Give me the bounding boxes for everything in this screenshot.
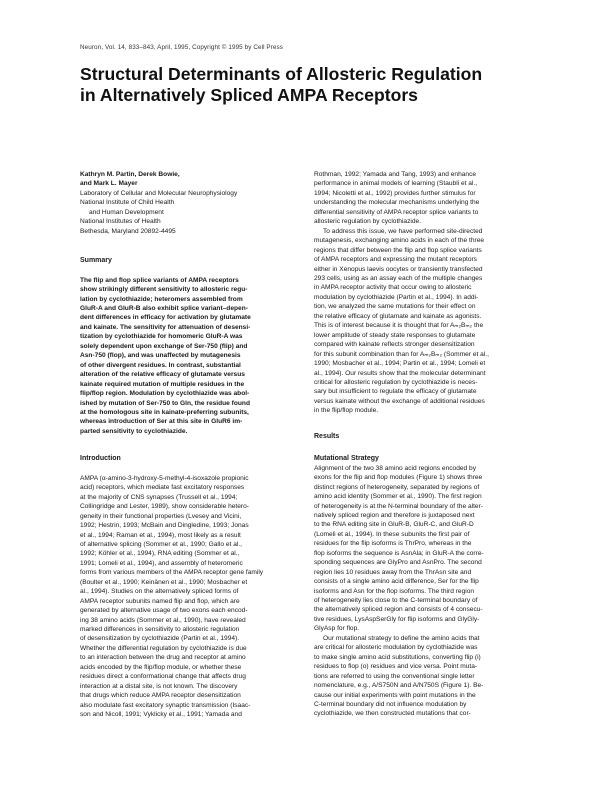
intro-line: of desensitization by cyclothiazide (Partin et al., 1994). <box>80 635 240 643</box>
intro-line: also modulate fast excitatory synaptic transmission (Isaac- <box>80 701 251 709</box>
intro-line: to an interaction between the drug and receptor at amino <box>80 654 246 662</box>
intro-line: generated by alternative usage of two exons each encod- <box>80 607 248 615</box>
mutational-line: tions are referred to using the conventional single letter <box>314 672 475 680</box>
intro-line: that drugs which reduce AMPA receptor desensitization <box>80 692 241 700</box>
approach-line: To address this issue, we have performed site-directed <box>323 227 483 235</box>
author-block <box>80 170 296 236</box>
intro-line: forms from various members of the AMPA receptor gene family <box>80 569 264 577</box>
mutational-line: the alternatively spliced region and consists of 4 consecu- <box>314 606 483 614</box>
mutational-line: residues to flop (o) residues and vice versa. Point muta- <box>314 663 478 671</box>
mutational-line: residues for the flip isoforms is ThrPro, whereas in the <box>314 540 472 548</box>
mutational-line: to the RNA editing site in GluR-B, GluR-C, and GluR-D <box>314 521 474 529</box>
mutational-line: tive residues, LysAspSerGly for flip isoforms and GlyGly- <box>314 615 480 623</box>
intro-line: et al., 1994; Raman et al., 1994), most likely as a result <box>80 531 241 539</box>
approach-line: for this subunit combination than for Aₘ₂Bₘ₂ (Sommer et al., <box>314 350 489 358</box>
summary-line: show strikingly different sensitivity to allosteric regu- <box>80 286 248 294</box>
approach-line: in the flip/flop module. <box>314 407 379 415</box>
intro-line: son and Nicoll, 1991; Vyklicky et al., 1991; Yamada and <box>80 711 242 719</box>
approach-line: regions that differ between the flip and flop splice variants <box>314 246 482 254</box>
affiliation-line: Laboratory of Cellular and Molecular Neurophysiology <box>80 189 238 197</box>
intro-line: acid) receptors, which mediate fast excitatory responses <box>80 484 245 492</box>
mutational-line: sponding sequences are GlyPro and AsnPro. The second <box>314 559 482 567</box>
intro-line: Whether the differential regulation by cyclothiazide is due <box>80 644 247 652</box>
intro-cont-line: understanding the molecular mechanisms underlying the <box>314 199 480 207</box>
intro-line: residues direct a conformational change that affects drug <box>80 673 246 681</box>
mutational-line: cause our initial experiments with point mutations in the <box>314 691 476 699</box>
mutational-line: to make single amino acid substitutions, converting flip (i) <box>314 653 481 661</box>
intro-line: at the majority of CNS synapses (Trussell et al., 1994; <box>80 493 238 501</box>
summary-line: solely dependent upon exchange of Ser-750 (flip) and <box>80 342 248 350</box>
mutational-line: consists of a single amino acid difference, Ser for the flip <box>314 578 479 586</box>
approach-line: in AMPA receptor activity that occur owing to allosteric <box>314 284 472 292</box>
intro-line: AMPA receptor subunits named flip and flop, which are <box>80 597 240 605</box>
approach-line: compared with kainate reflects stronger desensitization <box>314 341 475 349</box>
mutational-line: exons for the flip and flop modules (Figure 1) shows three <box>314 474 483 482</box>
intro-cont-line: 1994; Nicoletti et al., 1992) provides further stimulus for <box>314 189 476 197</box>
summary-line: lation by cyclothiazide; heteromers assembled from <box>80 295 243 303</box>
affiliation-line: National Institute of Child Health <box>80 199 175 207</box>
approach-line: 293 cells, using as an assay each of the multiple changes <box>314 274 483 282</box>
summary-line: whereas introduction of Ser at this site in GluR6 im- <box>80 418 243 426</box>
approach-line: either in Xenopus laevis oocytes or transiently transfected <box>314 265 483 273</box>
approach-line: critical for allosteric regulation by cyclothiazide is neces- <box>314 378 478 386</box>
intro-line: al., 1994). Studies on the alternatively spliced forms of <box>80 588 239 596</box>
left-column <box>80 170 296 720</box>
intro-line: ing 38 amino acids (Sommer et al., 1990), have revealed <box>80 616 246 624</box>
intro-line: 1992; Hestrin, 1993; McBain and Dingledine, 1993; Jonas <box>80 522 249 530</box>
mutational-strategy-text <box>314 464 530 634</box>
mutational-line: cyclothiazide, we then constructed mutations that cor- <box>314 710 471 718</box>
right-column <box>314 170 530 719</box>
summary-line: GluR-A and GluR-B also exhibit splice variant–depen- <box>80 304 248 312</box>
mutational-line: nomenclature, e.g., A/S750N and A/N750S (Figure 1). Be- <box>314 682 484 690</box>
approach-line: the relative efficacy of glutamate and kainate as agonists. <box>314 312 482 320</box>
summary-text <box>80 276 296 437</box>
approach-line: tion, we analyzed the same mutations for their effect on <box>314 303 476 311</box>
intro-line: acids encoded by the flip/flop module, or whether these <box>80 663 242 671</box>
intro-line: 1992; Köhler et al., 1994), RNA editing (Sommer et al., <box>80 550 240 558</box>
summary-line: kainate required mutation of multiple residues in the <box>80 380 245 388</box>
mutational-strategy-heading: Mutational Strategy <box>314 455 379 463</box>
journal-header: Neuron, Vol. 14, 833–843, April, 1995, Copyright © 1995 by Cell Press <box>80 44 284 51</box>
title-line: in Alternatively Spliced AMPA Receptors <box>80 85 418 105</box>
approach-line: This is of interest because it is thought that for Aₘ₂Bₘ₂ the <box>314 322 484 330</box>
intro-line: interaction at a distal site, is not known. The discovery <box>80 682 238 690</box>
mutational-line: of heterogeneity is at the N-terminal boundary of the alter- <box>314 502 483 510</box>
affiliation-line: Bethesda, Maryland 20892-4495 <box>80 227 176 235</box>
approach-line: modulation by cyclothiazide (Partin et al., 1994). In addi- <box>314 293 479 301</box>
summary-line: alteration of the relative efficacy of glutamate versus <box>80 371 245 379</box>
mutational-line: amino acid identity (Sommer et al., 1990). The first region <box>314 493 482 501</box>
mutational-strategy-paragraph-2 <box>314 634 530 719</box>
mutational-line: Our mutational strategy to define the amino acids that <box>323 634 480 642</box>
summary-line: The flip and flop splice variants of AMPA receptors <box>80 276 239 284</box>
summary-line: flip/flop region. Modulation by cyclothiazide was abol- <box>80 390 250 398</box>
approach-line: al., 1994). Our results show that the molecular determinant <box>314 369 486 377</box>
mutational-line: distinct regions of heterogeneity, separated by regions of <box>314 483 480 491</box>
intro-line: geneity in their functional properties (Lvesey and Vicini, <box>80 512 242 520</box>
mutational-line: isoforms and Asn for the flop isoforms. The third region <box>314 587 475 595</box>
mutational-line: region lies 10 residues away from the ThrAsn site and <box>314 568 472 576</box>
intro-line: (Boulter et al., 1990; Keinänen et al., 1990; Mosbacher et <box>80 578 248 586</box>
approach-line: mutagenesis, exchanging amino acids in each of the three <box>314 237 485 245</box>
affiliation-line: and Human Development <box>89 208 164 216</box>
mutational-line: flop isoforms the sequence is AsnAla; in GluR-A the corre- <box>314 549 484 557</box>
intro-cont-line: performance in animal models of learning (Staubli et al., <box>314 180 478 188</box>
intro-line: marked differences in sensitivity to allosteric regulation <box>80 626 240 634</box>
intro-line: AMPA (α-amino-3-hydroxy-5-methyl-4-isoxazole propionic <box>80 474 249 482</box>
mutational-line: C-terminal boundary did not influence modulation by <box>314 701 467 709</box>
approach-line: sary but insufficient to regulate the efficacy of glutamate <box>314 388 477 396</box>
summary-line: parted sensitivity to cyclothiazide. <box>80 427 188 435</box>
introduction-heading: Introduction <box>80 455 121 463</box>
mutational-line: are critical for allosteric modulation by cyclothiazide was <box>314 644 478 652</box>
mutational-line: Alignment of the two 38 amino acid regions encoded by <box>314 464 477 472</box>
results-heading: Results <box>314 432 340 440</box>
mutational-line: of heterogeneity lies close to the C-terminal boundary of <box>314 597 478 605</box>
intro-continued-text <box>314 170 530 227</box>
intro-cont-line: differential sensitivity of AMPA receptor splice variants to <box>314 208 479 216</box>
introduction-text <box>80 474 296 720</box>
author-line: and Mark L. Mayer <box>80 180 138 188</box>
author-line: Kathryn M. Partin, Derek Bowie, <box>80 171 180 178</box>
summary-line: ished by mutation of Ser-750 to Gln, the residue found <box>80 399 250 407</box>
mutational-line: natively spliced region and therefore is juxtaposed next <box>314 511 475 519</box>
summary-line: dent differences in efficacy for activation by glutamate <box>80 314 251 322</box>
summary-line: tization by cyclothiazide for homomeric GluR-A was <box>80 333 243 341</box>
intro-cont-line: allosteric regulation by cyclothiazide. <box>314 218 422 226</box>
approach-paragraph <box>314 227 530 416</box>
affiliation-line: National Institutes of Health <box>80 218 161 226</box>
article-title <box>80 64 540 106</box>
summary-line: of other divergent residues. In contrast, substantial <box>80 361 241 369</box>
summary-heading: Summary <box>80 257 112 265</box>
intro-line: 1991; Lomeli et al., 1994), and assembly of heteromeric <box>80 559 243 567</box>
intro-cont-line: Rothman, 1992; Yamada and Tang, 1993) and enhance <box>314 171 477 178</box>
summary-line: Asn-750 (flop), and was unaffected by mutagenesis <box>80 352 241 360</box>
summary-line: and kainate. The sensitivity for attenuation of desensi- <box>80 323 251 331</box>
approach-line: versus kainate without the exchange of additional residues <box>314 397 485 405</box>
mutational-line: GlyAsp for flop. <box>314 625 360 633</box>
approach-line: 1990; Mosbacher et al., 1994; Partin et al., 1994; Lomeli et <box>314 360 486 368</box>
intro-line: of alternative splicing (Sommer et al., 1990; Gallo et al., <box>80 540 242 548</box>
summary-line: at the homologous site in kainate-preferring subunits, <box>80 408 249 416</box>
mutational-line: (Lomeli et al., 1994). In these subunits the first pair of <box>314 530 470 538</box>
approach-line: of AMPA receptors and expressing the mutant receptors <box>314 256 477 264</box>
intro-line: Collingridge and Lester, 1989), show considerable hetero- <box>80 503 249 511</box>
title-line: Structural Determinants of Allosteric Regulation <box>80 64 483 84</box>
approach-line: lower amplitude of steady state responses to glutamate <box>314 331 476 339</box>
